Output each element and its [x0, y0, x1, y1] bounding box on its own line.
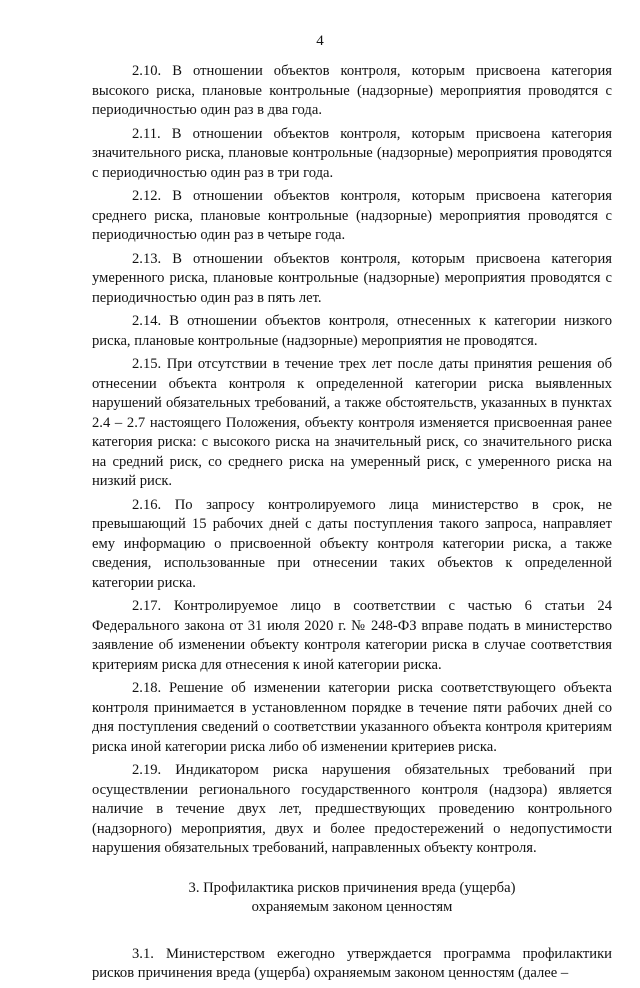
document-body — [92, 62, 612, 988]
section-heading-line-1: 3. Профилактика рисков причинения вреда (ущерба) — [188, 879, 516, 896]
paragraph-2-17: 2.17. Контролируемое лицо в соответствии с частью 6 статьи 24 Федерального закона от 31 июля 2020 г. № 248-ФЗ вправе подать в министерство заявление об изменении объекту контроля категории риска в случае соответствия критериям риска для отнесения к иной категории риска. — [92, 598, 612, 673]
paragraph-2-12: 2.12. В отношении объектов контроля, которым присвоена категория среднего риска, плановые контрольные (надзорные) мероприятия проводятся с периодичностью один раз в четыре года. — [92, 188, 612, 243]
paragraph-3-1: 3.1. Министерством ежегодно утверждается программа профилактики рисков причинения вреда (ущерба) охраняемым законом ценностям (далее – — [92, 945, 612, 981]
paragraph-2-18: 2.18. Решение об изменении категории риска соответствующего объекта контроля принимается в установленном порядке в течение пяти рабочих дней со дня поступления сведений о соответствии указанного объекта контроля критериям риска иной категории риска либо об изменении критериев риска. — [92, 680, 612, 755]
paragraph-2-14: 2.14. В отношении объектов контроля, отнесенных к категории низкого риска, плановые контрольные (надзорные) мероприятия не проводятся. — [92, 313, 612, 349]
paragraph-2-15: 2.15. При отсутствии в течение трех лет после даты принятия решения об отнесении объекта контроля к определенной категории риска выявленных нарушений обязательных требований, а также обстоятельств, указанных в пунктах 2.4 – 2.7 настоящего Положения, объекту контроля изменяется присвоенная ранее категория риска: с высокого риска на значительный риск, со значительного риска на средний риск, со среднего риска на умеренный риск, с умеренного риска на низкий риск. — [92, 356, 612, 489]
page-number: 4 — [316, 33, 324, 49]
section-heading-line-2: охраняемым законом ценностям — [251, 899, 453, 915]
paragraph-2-13: 2.13. В отношении объектов контроля, которым присвоена категория умеренного риска, плановые контрольные (надзорные) мероприятия проводятся с периодичностью один раз в пять лет. — [92, 250, 612, 306]
paragraph-2-19: 2.19. Индикатором риска нарушения обязательных требований при осуществлении регионального государственного контроля (надзора) является наличие в течение двух лет, предшествующих проведению контрольного (надзорного) мероприятия, двух и более предостережений о недопустимости нарушения обязательных требований, направленных объекту контроля. — [92, 762, 612, 856]
paragraph-2-10: 2.10. В отношении объектов контроля, которым присвоена категория высокого риска, плановые контрольные (надзорные) мероприятия проводятся с периодичностью один раз в два года. — [92, 63, 612, 118]
section-heading — [92, 879, 612, 918]
paragraph-2-16: 2.16. По запросу контролируемого лица министерство в срок, не превышающий 15 рабочих дней с даты поступления такого запроса, направляет ему информацию о присвоенной объекту контроля категории риска, а также сведения, использованные при отнесении таких объектов к определенной категории риска. — [92, 496, 612, 591]
paragraph-2-11: 2.11. В отношении объектов контроля, которым присвоена категория значительного риска, плановые контрольные (надзорные) мероприятия проводятся с периодичностью один раз в три года. — [92, 125, 612, 181]
